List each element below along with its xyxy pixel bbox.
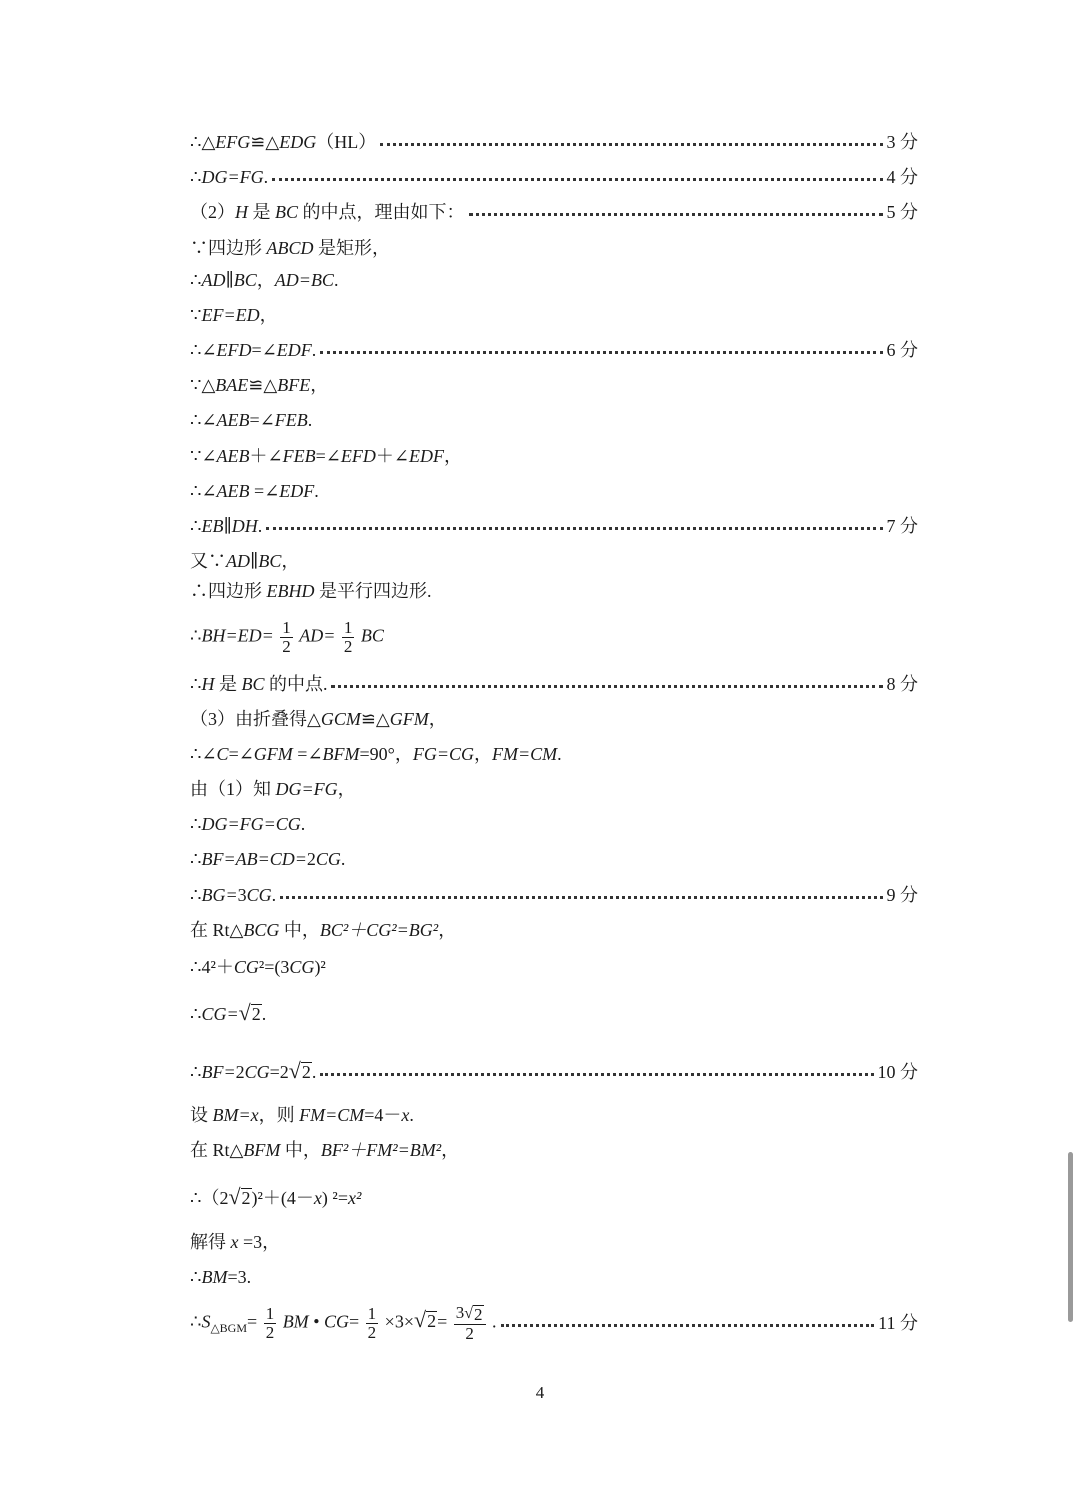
dot-leader [320, 351, 882, 354]
score-label: 6 分 [886, 340, 918, 360]
proof-line: ∴EB∥DH. 7 分 [190, 516, 918, 536]
proof-line: 在 Rt△BCG 中，BC²＋CG²=BG²， [190, 920, 457, 940]
score-label: 7 分 [886, 516, 918, 536]
fraction: 3 √ 2 2 [454, 1304, 486, 1343]
dot-leader [266, 527, 882, 530]
proof-line: ∵EF=ED， [190, 305, 278, 325]
proof-line: 在 Rt△BFM 中，BF²＋FM²=BM²， [190, 1140, 460, 1160]
proof-line: 设 BM=x，则 FM=CM=4－x. [190, 1105, 414, 1125]
fraction: $\frac{1}{2}$ [282, 617, 291, 656]
proof-line: （2）H 是 BC 的中点，理由如下： 5 分 [190, 202, 918, 222]
fraction: $\frac{1}{2}$ [265, 1303, 275, 1342]
proof-line: ∴四边形 EBHD 是平行四边形. [190, 581, 432, 601]
proof-line: ∴（2 √ 2 )²＋(4－x) ²=x² [190, 1184, 362, 1209]
proof-line: 又∵AD∥BC， [190, 551, 300, 571]
score-label: 11 分 [878, 1313, 918, 1333]
proof-line: 由（1）知 DG=FG， [190, 779, 356, 799]
dot-leader [280, 896, 882, 899]
sqrt: √ 2 [228, 1184, 251, 1209]
proof-line: ∴DG=FG=CG. [190, 814, 306, 834]
score-label: 4 分 [886, 167, 918, 187]
fraction: $\frac{1}{2}$ [367, 1303, 377, 1342]
scrollbar[interactable] [1068, 1152, 1073, 1322]
dot-leader [469, 213, 883, 216]
fraction-line: ∴BH=ED= $\frac{1}{2}$ AD= $\frac{1}{2}$ BC [190, 617, 384, 656]
area-line: $\therefore S_{\triangle BGM}=$ $\frac{1}{2}$ BM • CG= $\frac{1}{2}$ ×3× √ 2 = 3 √ 2 2 . 11 分 [190, 1302, 918, 1343]
fraction: $\frac{1}{2}$ [343, 617, 353, 656]
proof-line: ∴∠AEB =∠EDF. [190, 481, 319, 501]
proof-line: ∴BF=AB=CD=2CG. [190, 849, 346, 869]
proof-line: ∵四边形 ABCD 是矩形， [190, 238, 390, 258]
dot-leader [320, 1073, 873, 1076]
sqrt: √ 2 [413, 1307, 437, 1333]
score-label: 8 分 [886, 674, 918, 694]
proof-line: ∵∠AEB＋∠FEB=∠EFD＋∠EDF， [190, 446, 462, 466]
score-label: 9 分 [886, 885, 918, 905]
score-label: 5 分 [886, 202, 918, 222]
proof-line: ∴BG=3CG. 9 分 [190, 885, 918, 905]
proof-line: （3）由折叠得△GCM≌△GFM， [190, 709, 447, 729]
dot-leader [272, 178, 882, 181]
sqrt: √ 2 [288, 1058, 311, 1083]
proof-line: ∴∠EFD=∠EDF. 6 分 [190, 340, 918, 360]
score-label: 3 分 [886, 132, 918, 152]
proof-line: ∴∠AEB=∠FEB. [190, 410, 313, 430]
proof-line: ∴DG=FG. 4 分 [190, 167, 918, 187]
dot-leader [331, 685, 882, 688]
proof-line: ∴4²＋CG²=(3CG)² [190, 957, 326, 977]
proof-line: ∴CG= √ 2 . [190, 1000, 267, 1025]
dot-leader [501, 1324, 875, 1327]
proof-line: ∴△EFG≌△EDG（HL） 3 分 [190, 132, 918, 152]
proof-line: ∴BM=3. [190, 1267, 252, 1287]
proof-line: ∴∠C=∠GFM =∠BFM=90°，FG=CG，FM=CM. [190, 744, 562, 764]
score-label: 10 分 [877, 1062, 918, 1082]
proof-line: ∴AD∥BC，AD=BC. [190, 270, 339, 290]
proof-line: 解得 x =3， [190, 1232, 281, 1252]
proof-line: ∴H 是 BC 的中点. 8 分 [190, 674, 918, 694]
proof-line: ∴BF=2CG=2 √ 2 . 10 分 [190, 1058, 918, 1083]
dot-leader [380, 143, 882, 146]
page-number: 4 [535, 1383, 545, 1402]
proof-line: ∵△BAE≌△BFE， [190, 375, 329, 395]
sqrt: √ 2 [238, 1000, 261, 1025]
